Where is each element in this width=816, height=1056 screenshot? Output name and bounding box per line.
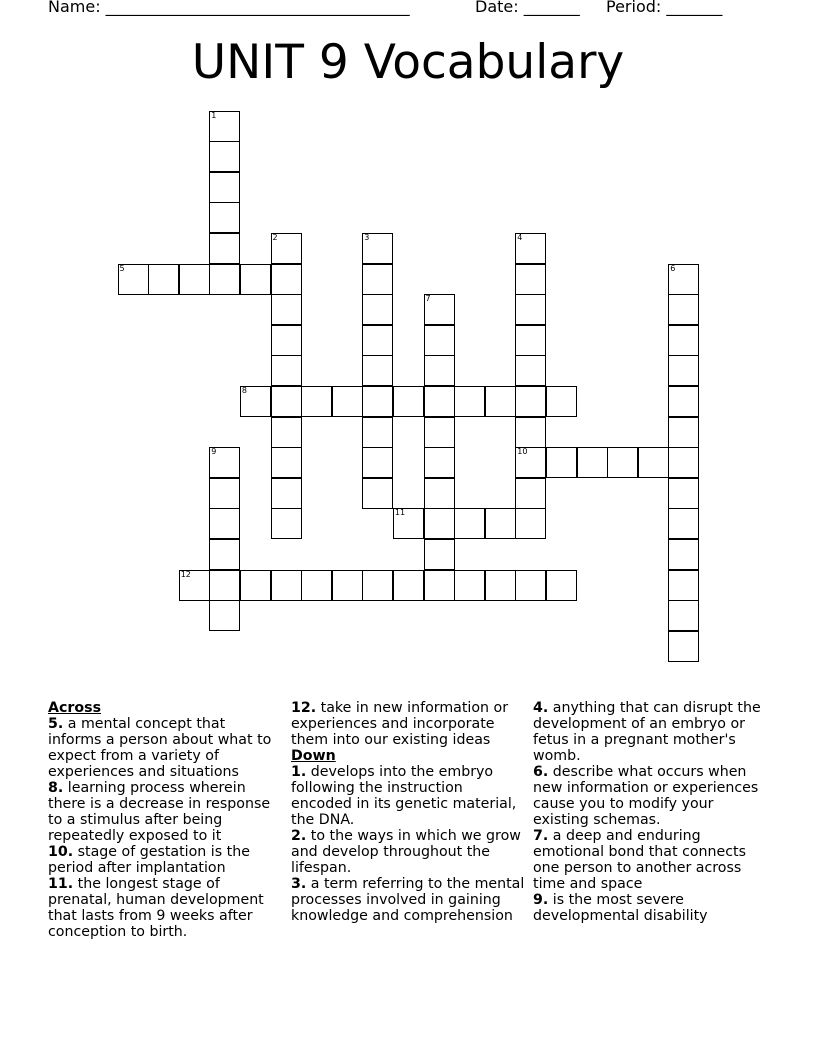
clue-text: a term referring to the mental processes involved in gaining knowledge and comprehension [291, 876, 525, 924]
period-field-label: Period: _______ [606, 0, 723, 16]
grid-cell[interactable] [668, 355, 699, 386]
grid-cell[interactable] [148, 264, 179, 295]
grid-cell[interactable] [424, 417, 455, 448]
grid-cell[interactable] [362, 233, 393, 264]
grid-cell[interactable] [424, 539, 455, 570]
clue-down-2 [291, 828, 527, 876]
grid-cell[interactable] [546, 570, 577, 601]
grid-cell[interactable] [362, 447, 393, 478]
cell-number: 10 [517, 447, 528, 457]
grid-cell[interactable] [209, 539, 240, 570]
clue-down-1 [291, 764, 527, 828]
clue-text: take in new information or experiences and incorporate them into our existing ideas [291, 700, 509, 748]
clue-number: 8. [48, 780, 64, 796]
grid-cell[interactable] [209, 508, 240, 539]
clue-text: anything that can disrupt the development of an embryo or fetus in a pregnant mother's womb. [533, 700, 761, 764]
grid-cell[interactable] [424, 570, 455, 601]
clue-number: 9. [533, 892, 549, 908]
grid-cell[interactable] [515, 386, 546, 417]
clue-number: 12. [291, 700, 317, 716]
grid-cell[interactable] [332, 386, 363, 417]
grid-cell[interactable] [240, 264, 271, 295]
grid-cell[interactable] [668, 631, 699, 662]
grid-cell[interactable] [668, 539, 699, 570]
grid-cell[interactable] [515, 478, 546, 509]
clue-down-7 [533, 828, 769, 892]
grid-cell[interactable] [362, 294, 393, 325]
clue-text: stage of gestation is the period after implantation [48, 844, 250, 876]
grid-cell[interactable] [668, 600, 699, 631]
grid-cell[interactable] [271, 264, 302, 295]
grid-cell[interactable] [515, 355, 546, 386]
cell-number: 2 [272, 232, 278, 242]
grid-cell[interactable] [179, 570, 210, 601]
clue-number: 3. [291, 876, 307, 892]
cell-number: 1 [211, 110, 217, 120]
grid-cell[interactable] [424, 325, 455, 356]
cell-number: 8 [241, 385, 247, 395]
across-heading: Across [48, 700, 102, 716]
grid-cell[interactable] [271, 355, 302, 386]
grid-cell[interactable] [362, 570, 393, 601]
clue-down-6 [533, 764, 769, 828]
page-title: UNIT 9 Vocabulary [191, 35, 625, 90]
grid-cell[interactable] [546, 386, 577, 417]
grid-cell[interactable] [362, 264, 393, 295]
cell-number: 3 [364, 232, 370, 242]
clue-text: the longest stage of prenatal, human development that lasts from 9 weeks after conception to birth. [48, 876, 264, 940]
clue-number: 7. [533, 828, 549, 844]
cell-number: 7 [425, 294, 431, 304]
grid-cell[interactable] [668, 478, 699, 509]
clue-down-3 [291, 876, 527, 924]
grid-cell[interactable] [515, 264, 546, 295]
grid-cell[interactable] [271, 294, 302, 325]
clue-text: is the most severe developmental disability [533, 892, 708, 924]
grid-cell[interactable] [362, 355, 393, 386]
grid-cell[interactable] [515, 508, 546, 539]
grid-cell[interactable] [668, 386, 699, 417]
clue-across-5 [48, 716, 280, 780]
grid-cell[interactable] [607, 447, 638, 478]
grid-cell[interactable] [485, 386, 516, 417]
grid-cell[interactable] [209, 202, 240, 233]
grid-cell[interactable] [301, 386, 332, 417]
clue-number: 6. [533, 764, 549, 780]
grid-cell[interactable] [668, 508, 699, 539]
down-heading: Down [291, 748, 336, 764]
grid-cell[interactable] [271, 417, 302, 448]
grid-cell[interactable] [271, 233, 302, 264]
grid-cell[interactable] [271, 447, 302, 478]
grid-cell[interactable] [668, 570, 699, 601]
grid-cell[interactable] [209, 141, 240, 172]
grid-cell[interactable] [668, 417, 699, 448]
grid-cell[interactable] [118, 264, 149, 295]
clue-across-11 [48, 876, 280, 940]
grid-cell[interactable] [424, 355, 455, 386]
grid-cell[interactable] [209, 264, 240, 295]
date-field-label: Date: _______ [475, 0, 580, 16]
cell-number: 6 [670, 263, 676, 273]
clue-column-1 [48, 700, 280, 940]
cell-number: 5 [119, 263, 125, 273]
grid-cell[interactable] [209, 447, 240, 478]
grid-cell[interactable] [424, 294, 455, 325]
clue-text: learning process wherein there is a decrease in response to a stimulus after being repeatedly exposed to it [48, 780, 271, 844]
grid-cell[interactable] [668, 325, 699, 356]
name-field-label: Name: ______________________________________ [48, 0, 410, 16]
clue-number: 4. [533, 700, 549, 716]
grid-cell[interactable] [271, 386, 302, 417]
clue-down-4 [533, 700, 769, 764]
cell-number: 12 [180, 569, 191, 579]
grid-cell[interactable] [515, 570, 546, 601]
grid-cell[interactable] [454, 508, 485, 539]
grid-cell[interactable] [271, 570, 302, 601]
clue-across-8 [48, 780, 280, 844]
cell-number: 11 [394, 508, 406, 518]
cell-number: 4 [517, 232, 523, 242]
clue-column-3 [533, 700, 769, 924]
grid-cell[interactable] [209, 233, 240, 264]
clue-number: 2. [291, 828, 307, 844]
grid-cell[interactable] [424, 386, 455, 417]
grid-cell[interactable] [393, 570, 424, 601]
clue-number: 5. [48, 716, 64, 732]
grid-cell[interactable] [271, 325, 302, 356]
grid-cell[interactable] [577, 447, 608, 478]
grid-cell[interactable] [393, 508, 424, 539]
grid-cell[interactable] [301, 570, 332, 601]
grid-cell[interactable] [209, 478, 240, 509]
clue-text: to the ways in which we grow and develop throughout the lifespan. [291, 828, 521, 876]
grid-cell[interactable] [209, 570, 240, 601]
grid-cell[interactable] [424, 478, 455, 509]
grid-cell[interactable] [668, 447, 699, 478]
clue-text: a deep and enduring emotional bond that connects one person to another across time and space [533, 828, 747, 892]
clue-text: describe what occurs when new information or experiences cause you to modify your existing schemas. [533, 764, 759, 828]
grid-cell[interactable] [485, 508, 516, 539]
grid-cell[interactable] [393, 386, 424, 417]
clue-number: 11. [48, 876, 74, 892]
grid-cell[interactable] [454, 386, 485, 417]
grid-cell[interactable] [209, 111, 240, 142]
clue-across-12 [291, 700, 527, 748]
grid-cell[interactable] [638, 447, 669, 478]
grid-cell[interactable] [240, 386, 271, 417]
grid-cell[interactable] [454, 570, 485, 601]
clue-across-10 [48, 844, 280, 876]
grid-cell[interactable] [362, 325, 393, 356]
clue-column-2 [291, 700, 527, 924]
grid-cell[interactable] [179, 264, 210, 295]
grid-cell[interactable] [515, 325, 546, 356]
grid-cell[interactable] [209, 600, 240, 631]
clue-text: a mental concept that informs a person about what to expect from a variety of experiences and situations [48, 716, 272, 780]
clue-down-9 [533, 892, 769, 924]
clue-number: 10. [48, 844, 74, 860]
grid-cell[interactable] [424, 447, 455, 478]
cell-number: 9 [211, 447, 217, 457]
grid-cell[interactable] [515, 233, 546, 264]
grid-cell[interactable] [209, 172, 240, 203]
grid-cell[interactable] [515, 447, 546, 478]
grid-cell[interactable] [271, 508, 302, 539]
grid-cell[interactable] [515, 294, 546, 325]
grid-cell[interactable] [668, 264, 699, 295]
grid-cell[interactable] [332, 570, 363, 601]
grid-cell[interactable] [240, 570, 271, 601]
grid-cell[interactable] [362, 417, 393, 448]
grid-cell[interactable] [485, 570, 516, 601]
clue-text: develops into the embryo following the instruction encoded in its genetic material, the DNA. [291, 764, 517, 828]
clue-number: 1. [291, 764, 307, 780]
grid-cell[interactable] [362, 386, 393, 417]
grid-cell[interactable] [271, 478, 302, 509]
grid-cell[interactable] [424, 508, 455, 539]
grid-cell[interactable] [362, 478, 393, 509]
grid-cell[interactable] [668, 294, 699, 325]
grid-cell[interactable] [515, 417, 546, 448]
grid-cell[interactable] [546, 447, 577, 478]
